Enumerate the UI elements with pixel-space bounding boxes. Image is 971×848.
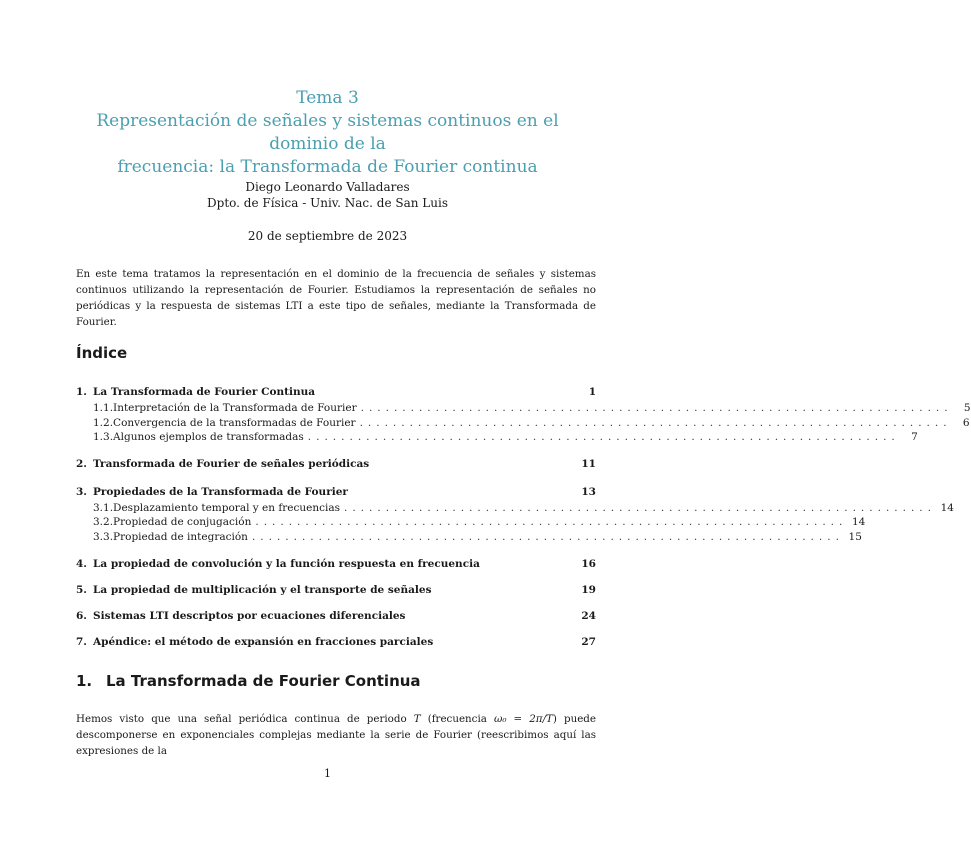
index-heading: Índice bbox=[76, 344, 128, 362]
toc-entry-title: Interpretación de la Transformada de Fourier bbox=[113, 402, 357, 414]
toc-entry-1-3[interactable]: 1.3. Algunos ejemplos de transformadas ....................................................................... 7 bbox=[93, 431, 918, 444]
toc-leader-dots: ....................................................................... bbox=[307, 431, 900, 444]
title-line-3: frecuencia: la Transformada de Fourier continua bbox=[117, 157, 538, 177]
toc-entry-5[interactable]: 5. La propiedad de multiplicación y el transporte de señales 19 bbox=[76, 583, 596, 596]
toc-leader-dots: ....................................................................... bbox=[359, 416, 952, 429]
toc-page-number: 14 bbox=[940, 501, 954, 514]
toc-page-number: 13 bbox=[581, 485, 596, 498]
toc-page-number: 6 bbox=[962, 416, 970, 429]
toc-entry-3-1[interactable]: 3.1. Desplazamiento temporal y en frecuencias ....................................................................... 14 bbox=[93, 501, 954, 514]
toc-page-number: 14 bbox=[851, 516, 866, 529]
author-name: Diego Leonardo Valladares bbox=[245, 180, 410, 194]
toc-entry-title: Propiedad de integración bbox=[113, 530, 248, 543]
toc-entry-title: Propiedades de la Transformada de Fourier bbox=[93, 485, 348, 498]
toc-entry-3[interactable]: 3. Propiedades de la Transformada de Fourier 13 bbox=[76, 485, 596, 498]
toc-entry-1-2[interactable]: 1.2. Convergencia de la transformadas de Fourier ....................................................................... 6 bbox=[93, 416, 970, 429]
toc-entry-title: Transformada de Fourier de señales periódicas bbox=[93, 457, 370, 470]
toc-entry-3-2[interactable]: 3.2. Propiedad de conjugación ....................................................................... 14 bbox=[93, 516, 866, 529]
toc-page-number: 1 bbox=[588, 386, 596, 398]
toc-entry-7[interactable]: 7. Apéndice: el método de expansión en fracciones parciales 27 bbox=[76, 635, 596, 648]
toc-entry-4[interactable]: 4. La propiedad de convolución y la función respuesta en frecuencia 16 bbox=[76, 557, 596, 570]
toc-entry-2[interactable]: 2. Transformada de Fourier de señales periódicas 11 bbox=[76, 457, 596, 470]
toc-page-number: 27 bbox=[581, 635, 596, 648]
toc-entry-title: Algunos ejemplos de transformadas bbox=[113, 431, 304, 444]
table-of-contents bbox=[76, 386, 971, 652]
section-number: 1. bbox=[76, 672, 93, 690]
toc-page-number: 15 bbox=[848, 530, 862, 543]
toc-page-number: 24 bbox=[581, 609, 596, 622]
author-affiliation: Dpto. de Física - Univ. Nac. de San Luis bbox=[207, 196, 448, 210]
title-line-2: Representación de señales y sistemas continuos en el dominio de la bbox=[96, 111, 559, 154]
toc-leader-dots: ....................................................................... bbox=[255, 516, 848, 529]
toc-page-number: 5 bbox=[963, 402, 971, 414]
section-body-text: Hemos visto que una señal periódica continua de periodo T (frecuencia ω₀ = 2π/T) puede descomponerse en exponenciales complejas mediante la serie de Fourier (reescribimos aquí las expresiones de la bbox=[76, 713, 596, 757]
math-formula: ω₀ = 2π/T bbox=[493, 713, 553, 725]
toc-entry-3-3[interactable]: 3.3. Propiedad de integración ....................................................................... 15 bbox=[93, 530, 862, 543]
toc-entry-title: Propiedad de conjugación bbox=[113, 516, 252, 529]
toc-entry-title: La propiedad de multiplicación y el transporte de señales bbox=[93, 583, 432, 596]
section-heading bbox=[76, 672, 421, 690]
author-block bbox=[60, 179, 595, 211]
toc-page-number: 11 bbox=[581, 457, 596, 470]
toc-entry-1-1[interactable]: 1.1. Interpretación de la Transformada de Fourier ....................................................................... 5 bbox=[93, 402, 971, 414]
document-title bbox=[60, 87, 595, 179]
title-line-1: Tema 3 bbox=[296, 88, 359, 108]
math-variable: T bbox=[413, 713, 421, 725]
toc-entry-title: Convergencia de la transformadas de Fourier bbox=[113, 416, 356, 429]
toc-page-number: 16 bbox=[581, 557, 596, 570]
section-title: La Transformada de Fourier Continua bbox=[106, 672, 421, 690]
toc-entry-title: La propiedad de convolución y la función respuesta en frecuencia bbox=[93, 557, 480, 570]
toc-leader-dots: ....................................................................... bbox=[360, 402, 953, 414]
toc-leader-dots: ....................................................................... bbox=[251, 530, 844, 543]
abstract: En este tema tratamos la representación en el dominio de la frecuencia de señales y sistemas continuos utilizando la representación de Fourier. Estudiamos la representación de señales no periódicas y la respuesta de sistemas LTI a este tipo de señales, mediante la Transformada de Fourier. bbox=[76, 268, 596, 328]
toc-page-number: 7 bbox=[911, 431, 918, 444]
document-date: 20 de septiembre de 2023 bbox=[247, 229, 408, 243]
toc-entry-title: Apéndice: el método de expansión en fracciones parciales bbox=[93, 635, 434, 648]
toc-page-number: 19 bbox=[581, 583, 596, 596]
page-number: 1 bbox=[324, 767, 331, 780]
toc-entry-1[interactable]: 1. La Transformada de Fourier Continua 1 bbox=[76, 386, 596, 398]
toc-entry-title: Desplazamiento temporal y en frecuencias bbox=[113, 501, 340, 514]
toc-leader-dots: ....................................................................... bbox=[344, 501, 936, 514]
toc-entry-title: La Transformada de Fourier Continua bbox=[93, 386, 316, 398]
toc-entry-title: Sistemas LTI descriptos por ecuaciones diferenciales bbox=[93, 609, 406, 622]
toc-entry-6[interactable]: 6. Sistemas LTI descriptos por ecuaciones diferenciales 24 bbox=[76, 609, 596, 622]
